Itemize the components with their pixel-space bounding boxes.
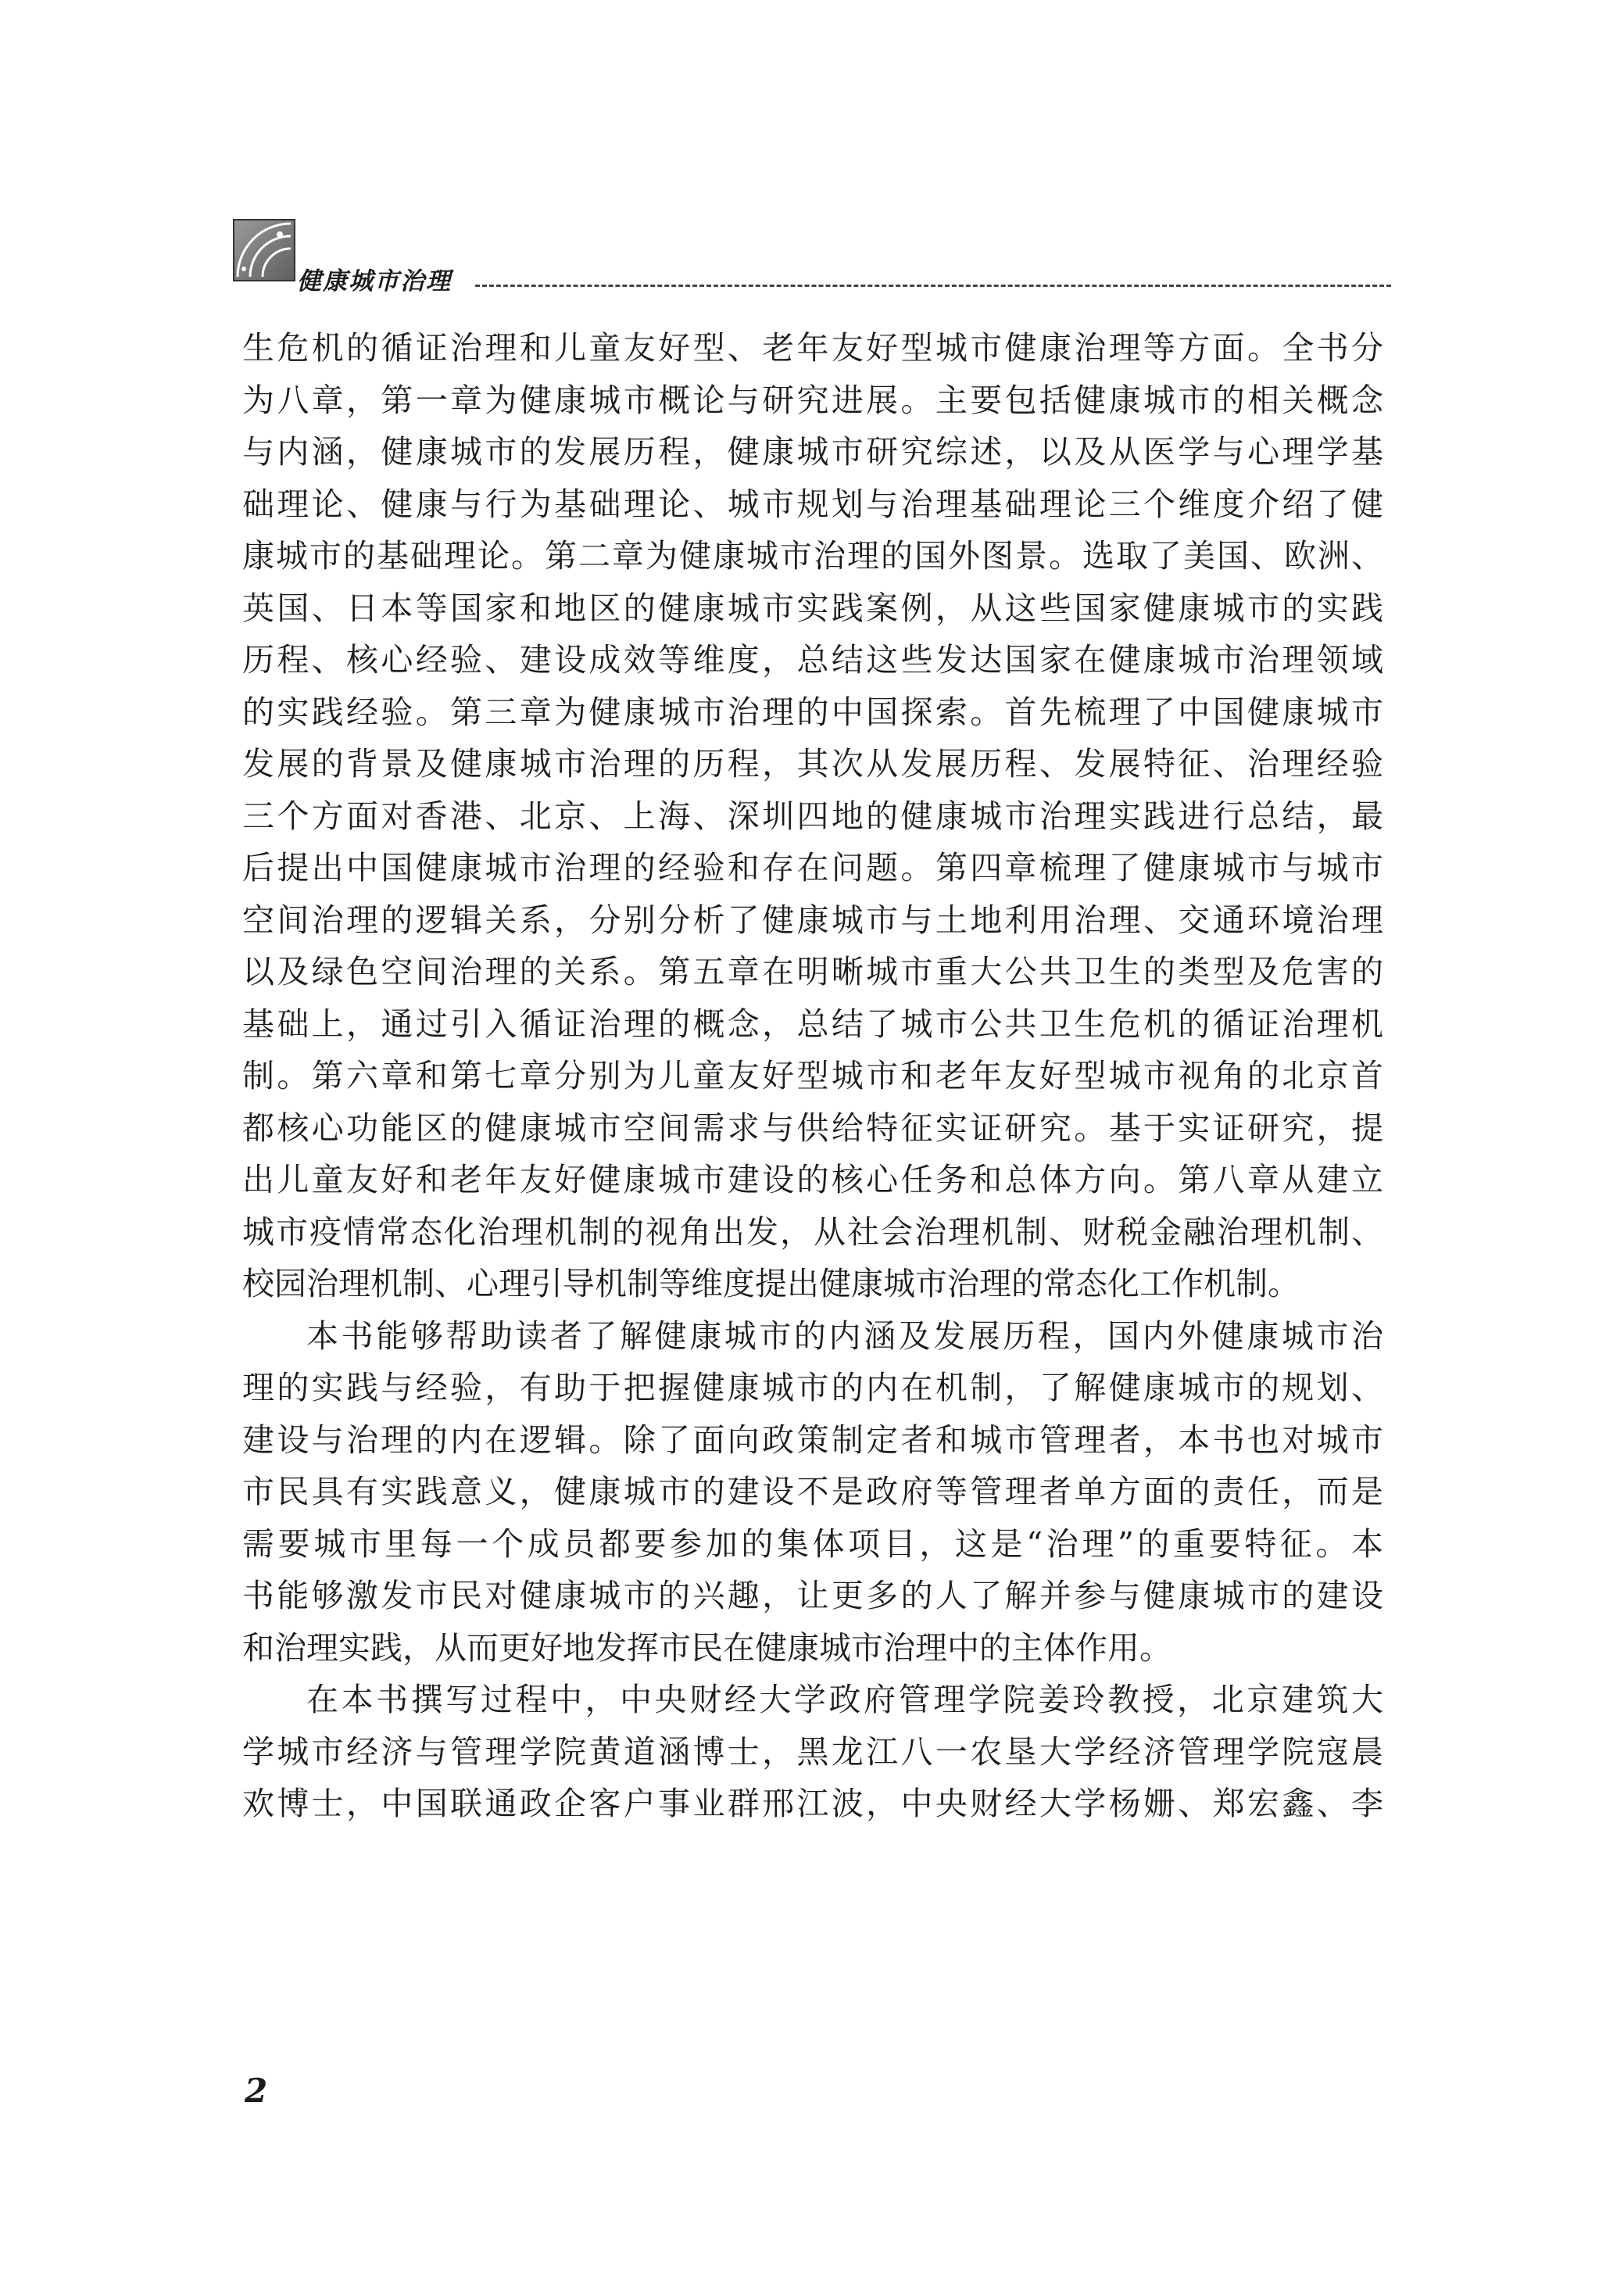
paragraph bbox=[242, 1310, 1383, 1675]
header-dashed-rule bbox=[475, 285, 1391, 287]
text-line: 的实践经验。第三章为健康城市治理的中国探索。首先梳理了中国健康城市 bbox=[242, 693, 1383, 731]
text-line: 历程、核心经验、建设成效等维度，总结这些发达国家在健康城市治理领域 bbox=[242, 641, 1383, 679]
page-number: 2 bbox=[245, 2072, 268, 2110]
text-line: 制。第六章和第七章分别为儿童友好型城市和老年友好型城市视角的北京首 bbox=[242, 1057, 1383, 1094]
text-line: 城市疫情常态化治理机制的视角出发，从社会治理机制、财税金融治理机制、 bbox=[242, 1213, 1383, 1251]
text-line: 欢博士，中国联通政企客户事业群邢江波，中央财经大学杨姗、郑宏鑫、李 bbox=[242, 1785, 1383, 1822]
text-line: 三个方面对香港、北京、上海、深圳四地的健康城市治理实践进行总结，最 bbox=[242, 797, 1383, 835]
text-line: 和治理实践，从而更好地发挥市民在健康城市治理中的主体作用。 bbox=[242, 1628, 1171, 1667]
text-line: 后提出中国健康城市治理的经验和存在问题。第四章梳理了健康城市与城市 bbox=[242, 849, 1383, 887]
text-line: 都核心功能区的健康城市空间需求与供给特征实证研究。基于实证研究，提 bbox=[242, 1109, 1383, 1147]
text-line: 空间治理的逻辑关系，分别分析了健康城市与土地利用治理、交通环境治理 bbox=[242, 901, 1383, 939]
text-line: 与内涵，健康城市的发展历程，健康城市研究综述，以及从医学与心理学基 bbox=[242, 433, 1383, 471]
text-line: 学城市经济与管理学院黄道涵博士，黑龙江八一农垦大学经济管理学院寇晨 bbox=[242, 1732, 1383, 1771]
text-line: 英国、日本等国家和地区的健康城市实践案例，从这些国家健康城市的实践 bbox=[242, 589, 1383, 627]
text-line: 建设与治理的内在逻辑。除了面向政策制定者和城市管理者，本书也对城市 bbox=[242, 1420, 1383, 1459]
paragraph bbox=[242, 322, 1383, 1310]
text-line: 校园治理机制、心理引导机制等维度提出健康城市治理的常态化工作机制。 bbox=[242, 1265, 1300, 1302]
text-line: 在本书撰写过程中，中央财经大学政府管理学院姜玲教授，北京建筑大 bbox=[306, 1681, 1383, 1718]
text-line: 为八章，第一章为健康城市概论与研究进展。主要包括健康城市的相关概念 bbox=[242, 381, 1383, 419]
text-line: 理的实践与经验，有助于把握健康城市的内在机制，了解健康城市的规划、 bbox=[242, 1369, 1383, 1406]
text-line: 发展的背景及健康城市治理的历程，其次从发展历程、发展特征、治理经验 bbox=[242, 745, 1383, 783]
text-line: 书能够激发市民对健康城市的兴趣，让更多的人了解并参与健康城市的建设 bbox=[242, 1577, 1383, 1614]
text-line: 本书能够帮助读者了解健康城市的内涵及发展历程，国内外健康城市治 bbox=[306, 1316, 1383, 1355]
text-line: 市民具有实践意义，健康城市的建设不是政府等管理者单方面的责任，而是 bbox=[242, 1473, 1383, 1510]
text-line: 生危机的循证治理和儿童友好型、老年友好型城市健康治理等方面。全书分 bbox=[242, 329, 1383, 367]
text-line: 出儿童友好和老年友好健康城市建设的核心任务和总体方向。第八章从建立 bbox=[242, 1161, 1383, 1198]
text-line: 康城市的基础理论。第二章为健康城市治理的国外图景。选取了美国、欧洲、 bbox=[242, 537, 1383, 575]
text-line: 基础上，通过引入循证治理的概念，总结了城市公共卫生危机的循证治理机 bbox=[242, 1005, 1383, 1043]
text-line: 以及绿色空间治理的关系。第五章在明晰城市重大公共卫生的类型及危害的 bbox=[242, 953, 1383, 990]
text-line: 础理论、健康与行为基础理论、城市规划与治理基础理论三个维度介绍了健 bbox=[242, 485, 1383, 523]
paragraph bbox=[242, 1674, 1383, 1830]
text-line: 需要城市里每一个成员都要参加的集体项目，这是“治理”的重要特征。本 bbox=[242, 1524, 1383, 1563]
chapter-header-logo bbox=[233, 219, 295, 281]
running-header-title: 健康城市治理 bbox=[297, 267, 452, 296]
body-text bbox=[242, 322, 1383, 1830]
